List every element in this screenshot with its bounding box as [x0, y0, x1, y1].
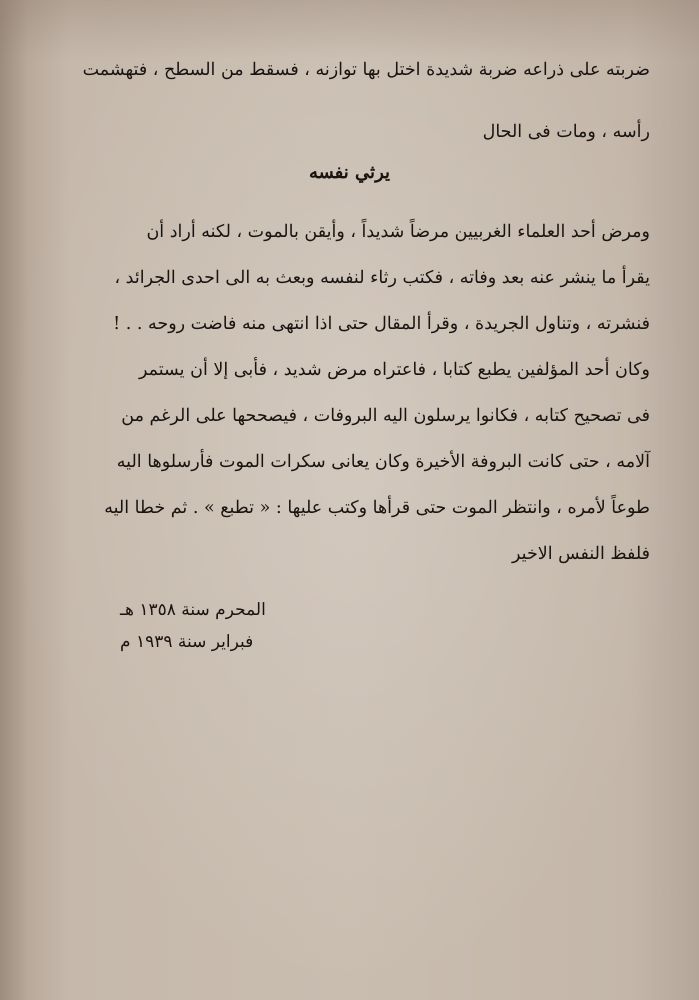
text-line: رأسه ، ومات فى الحال: [482, 122, 650, 142]
section-heading: يرثي نفسه: [308, 162, 391, 183]
date-block: [120, 594, 320, 658]
text-line: طوعاً لأمره ، وانتظر الموت حتى قرأها وكتب عليها : « تطبع » . ثم خطا اليه: [104, 498, 650, 518]
text-line: فنشرته ، وتناول الجريدة ، وقرأ المقال حتى اذا انتهى منه فاضت روحه . . !: [113, 314, 650, 334]
text-line: يقرأ ما ينشر عنه بعد وفاته ، فكتب رثاء لنفسه وبعث به الى احدى الجرائد ،: [114, 268, 650, 288]
text-line: فلفظ النفس الاخير: [512, 544, 650, 564]
text-line: آلامه ، حتى كانت البروفة الأخيرة وكان يعانى سكرات الموت فأرسلوها اليه: [116, 452, 650, 472]
text-line: ومرض أحد العلماء الغربيين مرضاً شديداً ، وأيقن بالموت ، لكنه أراد أن: [146, 222, 650, 242]
page-shadow: [0, 0, 699, 60]
text-line: ضربته على ذراعه ضربة شديدة اختل بها توازنه ، فسقط من السطح ، فتهشمت: [82, 60, 650, 80]
gregorian-date: فبراير سنة ١٩٣٩ م: [120, 632, 254, 652]
text-line: فى تصحيح كتابه ، فكانوا يرسلون اليه البروفات ، فيصححها على الرغم من: [121, 406, 650, 426]
text-line: وكان أحد المؤلفين يطبع كتابا ، فاعتراه مرض شديد ، فأبى إلا أن يستمر: [139, 360, 650, 380]
hijri-date: المحرم سنة ١٣٥٨ هـ: [120, 600, 266, 620]
